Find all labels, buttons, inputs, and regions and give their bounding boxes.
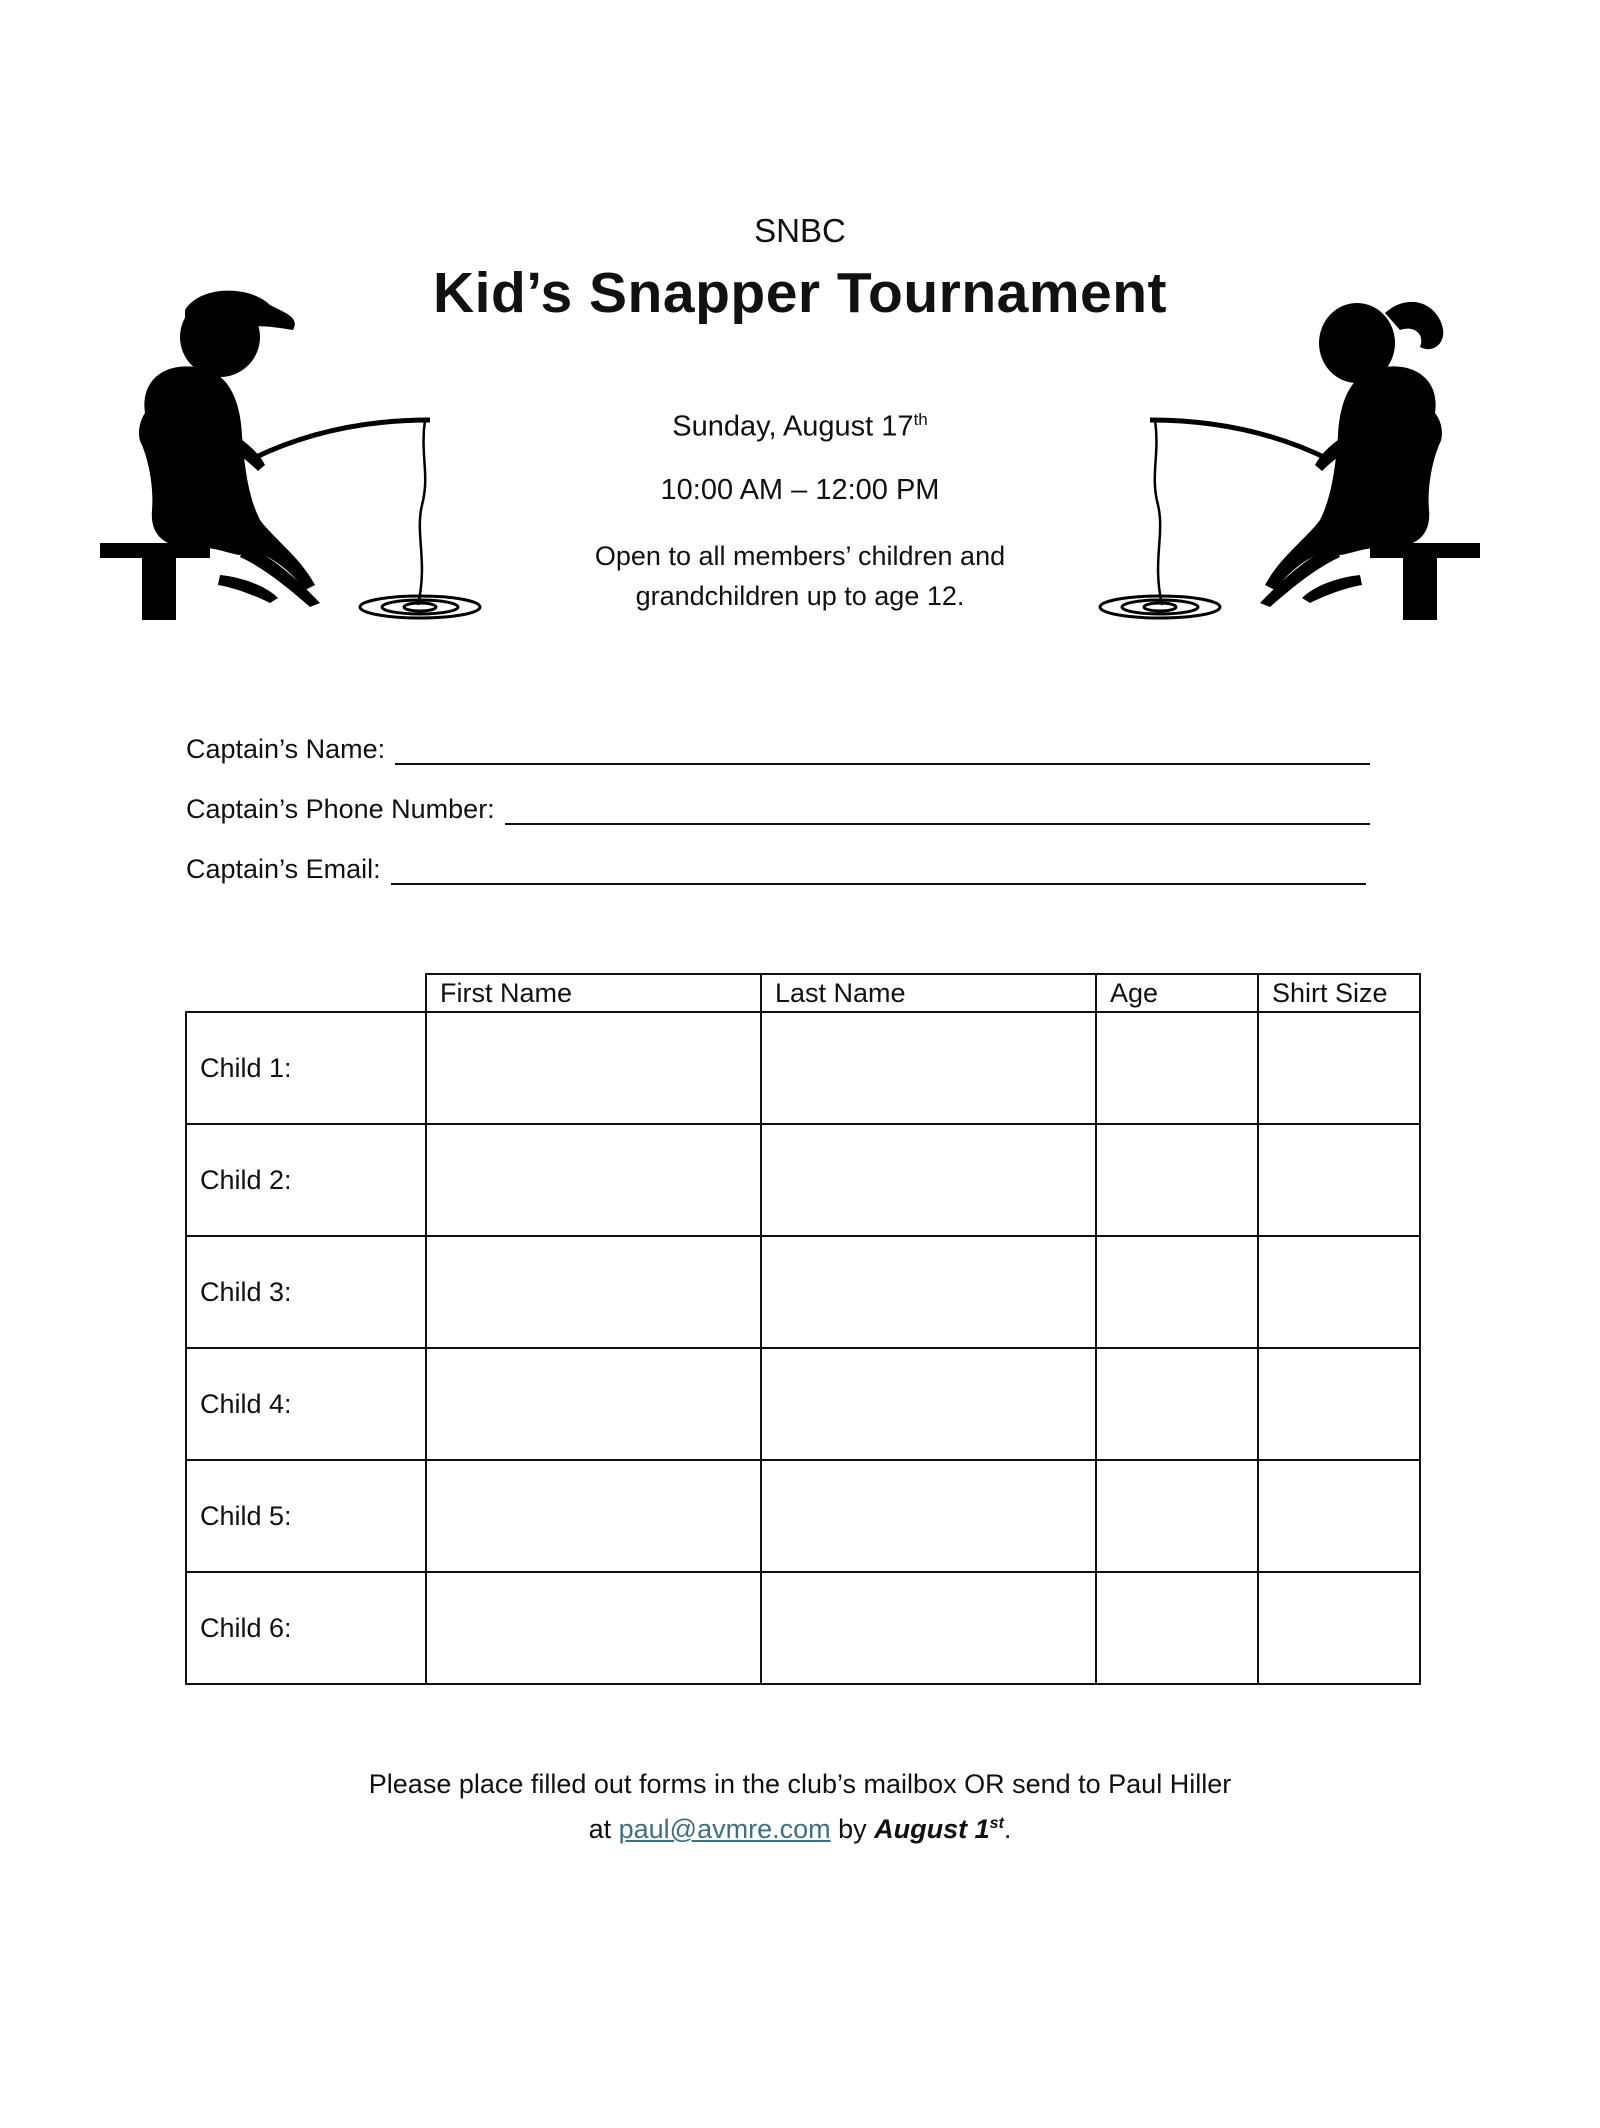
eligibility-line-2: grandchildren up to age 12.	[635, 581, 965, 611]
row-label: Child 4:	[186, 1348, 426, 1460]
organization-name: SNBC	[754, 212, 846, 249]
column-header-first-name: First Name	[426, 974, 761, 1012]
captain-name-blank[interactable]	[395, 735, 1370, 765]
captain-phone-blank[interactable]	[505, 795, 1370, 825]
first-name-cell[interactable]	[426, 1572, 761, 1684]
column-header-shirt-size: Shirt Size	[1258, 974, 1420, 1012]
eligibility-text	[0, 536, 1600, 616]
captain-email-field[interactable]	[186, 854, 1366, 885]
event-date-suffix: th	[913, 410, 928, 429]
last-name-cell[interactable]	[761, 1236, 1096, 1348]
row-label: Child 1:	[186, 1012, 426, 1124]
row-label: Child 6:	[186, 1572, 426, 1684]
row-label: Child 5:	[186, 1460, 426, 1572]
eligibility-line-1: Open to all members’ children and	[594, 541, 1006, 571]
shirt-size-cell[interactable]	[1258, 1012, 1420, 1124]
deadline-date	[874, 1814, 1004, 1844]
age-cell[interactable]	[1096, 1124, 1258, 1236]
age-cell[interactable]	[1096, 1236, 1258, 1348]
first-name-cell[interactable]	[426, 1460, 761, 1572]
table-row	[186, 1124, 1420, 1236]
age-cell[interactable]	[1096, 1460, 1258, 1572]
shirt-size-cell[interactable]	[1258, 1460, 1420, 1572]
first-name-cell[interactable]	[426, 1348, 761, 1460]
age-cell[interactable]	[1096, 1348, 1258, 1460]
shirt-size-cell[interactable]	[1258, 1124, 1420, 1236]
contact-email-link[interactable]: paul@avmre.com	[618, 1814, 831, 1844]
captain-name-field[interactable]	[186, 734, 1370, 765]
last-name-cell[interactable]	[761, 1348, 1096, 1460]
captain-phone-field[interactable]	[186, 794, 1370, 825]
first-name-cell[interactable]	[426, 1124, 761, 1236]
instructions-at: at	[588, 1814, 612, 1844]
page-title: Kid’s Snapper Tournament	[432, 261, 1168, 325]
age-cell[interactable]	[1096, 1012, 1258, 1124]
instructions-by: by	[838, 1814, 867, 1844]
event-date-text: Sunday, August 17	[672, 410, 914, 443]
deadline-suffix: st	[989, 1815, 1004, 1832]
captain-name-label: Captain’s Name:	[186, 734, 386, 764]
last-name-cell[interactable]	[761, 1460, 1096, 1572]
shirt-size-cell[interactable]	[1258, 1236, 1420, 1348]
instructions-line-2	[0, 1804, 1600, 1849]
column-header-age: Age	[1096, 974, 1258, 1012]
captain-email-label: Captain’s Email:	[186, 854, 381, 884]
event-time: 10:00 AM – 12:00 PM	[660, 474, 940, 506]
table-row	[186, 1572, 1420, 1684]
event-date	[0, 410, 1600, 444]
table-corner-cell	[186, 974, 426, 1012]
column-header-last-name: Last Name	[761, 974, 1096, 1012]
age-cell[interactable]	[1096, 1572, 1258, 1684]
last-name-cell[interactable]	[761, 1124, 1096, 1236]
row-label: Child 2:	[186, 1124, 426, 1236]
row-label: Child 3:	[186, 1236, 426, 1348]
first-name-cell[interactable]	[426, 1012, 761, 1124]
children-registration-table	[185, 973, 1421, 1685]
table-header-row	[186, 974, 1420, 1012]
shirt-size-cell[interactable]	[1258, 1348, 1420, 1460]
last-name-cell[interactable]	[761, 1572, 1096, 1684]
submission-instructions	[0, 1764, 1600, 1849]
table-row	[186, 1348, 1420, 1460]
captain-email-blank[interactable]	[391, 855, 1366, 885]
deadline-text: August 1	[874, 1814, 990, 1844]
captain-phone-label: Captain’s Phone Number:	[186, 794, 495, 824]
table-row	[186, 1012, 1420, 1124]
instructions-period: .	[1003, 1814, 1012, 1844]
shirt-size-cell[interactable]	[1258, 1572, 1420, 1684]
last-name-cell[interactable]	[761, 1012, 1096, 1124]
table-row	[186, 1236, 1420, 1348]
table-row	[186, 1460, 1420, 1572]
first-name-cell[interactable]	[426, 1236, 761, 1348]
instructions-line-1: Please place filled out forms in the club’s mailbox OR send to Paul Hiller	[368, 1769, 1232, 1799]
